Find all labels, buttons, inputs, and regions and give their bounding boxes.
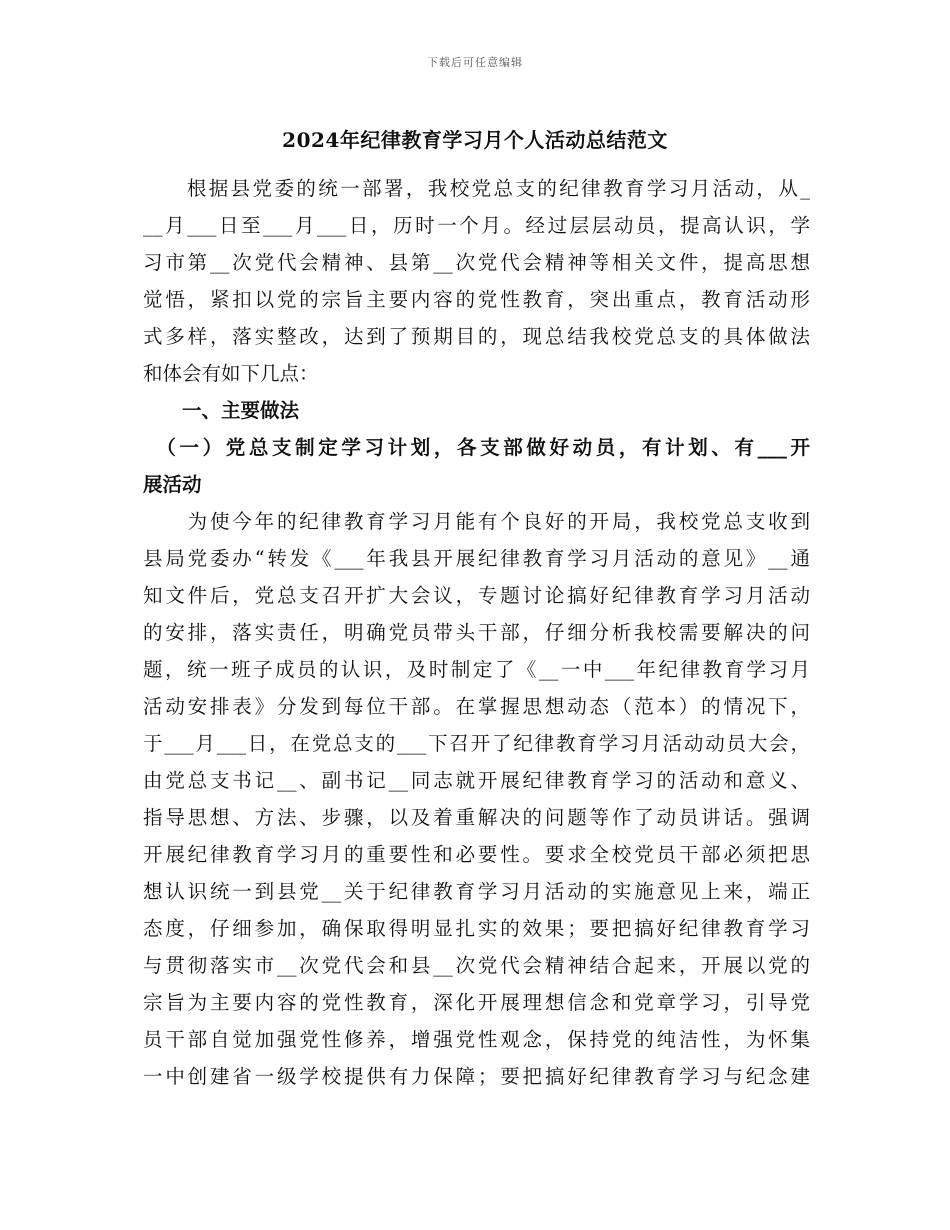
paragraph-line: 习市第__次党代会精神、县第__次党代会精神等相关文件，提高思想 (143, 251, 810, 274)
paragraph-line: 一中创建省一级学校提供有力保障；要把搞好纪律教育学习与纪念建 (143, 1065, 810, 1088)
paragraph-line: 的安排，落实责任，明确党员带头干部，仔细分析我校需要解决的问 (143, 621, 810, 644)
paragraph-main (143, 503, 810, 1095)
paragraph-line: 由党总支书记__、副书记__同志就开展纪律教育学习的活动和意义、 (143, 769, 810, 792)
paragraph-line: 与贯彻落实市__次党代会和县__次党代会精神结合起来，开展以党的 (143, 954, 810, 977)
paragraph-line: 宗旨为主要内容的党性教育，深化开展理想信念和党章学习，引导党 (143, 991, 810, 1014)
document-title: 2024年纪律教育学习月个人活动总结范文 (282, 128, 668, 152)
paragraph-line: 员干部自觉加强党性修养，增强党性观念，保持党的纯洁性，为怀集 (143, 1028, 810, 1051)
subsection-heading-line: 展活动 (143, 473, 202, 496)
section-heading: 一、主要做法 (143, 399, 300, 422)
paragraph-line: 知文件后，党总支召开扩大会议，专题讨论搞好纪律教育学习月活动 (143, 584, 810, 607)
paragraph-line: 题，统一班子成员的认识，及时制定了《__一中___年纪律教育学习月 (143, 658, 810, 681)
paragraph-line: 活动安排表》分发到每位干部。在掌握思想动态（范本）的情况下， (143, 695, 810, 718)
paragraph-line: 根据县党委的统一部署，我校党总支的纪律教育学习月活动，从_ (143, 177, 810, 200)
paragraph-line: 式多样，落实整改，达到了预期目的，现总结我校党总支的具体做法 (143, 325, 810, 348)
paragraph-intro (143, 170, 810, 392)
paragraph-line: 开展纪律教育学习月的重要性和必要性。要求全校党员干部必须把思 (143, 843, 810, 866)
paragraph-line: 和体会有如下几点： (143, 362, 319, 385)
document-body (143, 170, 810, 1095)
header-note: 下载后可任意编辑 (427, 56, 523, 69)
paragraph-line: 想认识统一到县党__关于纪律教育学习月活动的实施意见上来，端正 (143, 880, 810, 903)
paragraph-line: 为使今年的纪律教育学习月能有个良好的开局，我校党总支收到 (143, 510, 810, 533)
paragraph-line: 于___月___日，在党总支的___下召开了纪律教育学习月活动动员大会， (143, 732, 810, 755)
subsection-heading-line: （一）党总支制定学习计划，各支部做好动员，有计划、有___开 (143, 436, 810, 459)
subsection-heading (143, 429, 810, 503)
paragraph-line: __月___日至___月___日，历时一个月。经过层层动员，提高认识，学 (143, 214, 810, 237)
paragraph-line: 指导思想、方法、步骤，以及着重解决的问题等作了动员讲话。强调 (143, 806, 810, 829)
paragraph-line: 县局党委办“转发《___年我县开展纪律教育学习月活动的意见》__通 (143, 547, 810, 570)
paragraph-line: 觉悟，紧扣以党的宗旨主要内容的党性教育，突出重点，教育活动形 (143, 288, 810, 311)
paragraph-line: 态度，仔细参加，确保取得明显扎实的效果；要把搞好纪律教育学习 (143, 917, 810, 940)
